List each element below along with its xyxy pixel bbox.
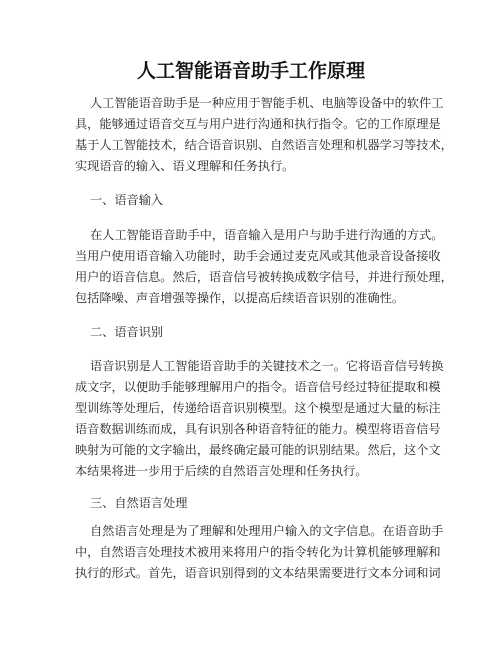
paragraph-line: 成文字，以便助手能够理解用户的指令。语音信号经过特征提取和模 bbox=[75, 380, 441, 394]
paragraph-line: 执行的形式。首先，语音识别得到的文本结果需要进行文本分词和词 bbox=[75, 566, 441, 580]
intro-line: 具，能够通过语音交互与用户进行沟通和执行指令。它的工作原理是 bbox=[75, 117, 441, 131]
paragraph-line: 在人工智能语音助手中，语音输入是用户与助手进行沟通的方式。 bbox=[90, 228, 444, 242]
paragraph-line: 型训练等处理后，传递给语音识别模型。这个模型是通过大量的标注 bbox=[75, 401, 441, 415]
intro-line: 基于人工智能技术，结合语音识别、自然语言处理和机器学习等技术， bbox=[75, 138, 453, 152]
section-heading-speech-recognition: 二、语音识别 bbox=[90, 325, 164, 339]
paragraph-line: 当用户使用语音输入功能时，助手会通过麦克风或其他录音设备接收 bbox=[75, 249, 441, 263]
intro-paragraph bbox=[75, 93, 453, 177]
intro-line: 实现语音的输入、语义理解和任务执行。 bbox=[75, 159, 295, 173]
section-paragraph-voice-input bbox=[75, 225, 453, 309]
paragraph-line: 语音识别是人工智能语音助手的关键技术之一。它将语音信号转换 bbox=[90, 359, 444, 373]
section-heading-voice-input: 一、语音输入 bbox=[90, 193, 164, 207]
paragraph-line: 映射为可能的文字输出，最终确定最可能的识别结果。然后，这个文 bbox=[75, 443, 441, 457]
paragraph-line: 自然语言处理是为了理解和处理用户输入的文字信息。在语音助手 bbox=[90, 524, 444, 538]
document-title: 人工智能语音助手工作原理 bbox=[136, 60, 365, 82]
section-paragraph-speech-recognition bbox=[75, 356, 445, 482]
paragraph-line: 本结果将进一步用于后续的自然语言处理和任务执行。 bbox=[75, 464, 368, 478]
paragraph-line: 中，自然语言处理技术被用来将用户的指令转化为计算机能够理解和 bbox=[75, 545, 441, 559]
paragraph-line: 语音数据训练而成，具有识别各种语音特征的能力。模型将语音信号 bbox=[75, 422, 441, 436]
intro-line: 人工智能语音助手是一种应用于智能手机、电脑等设备中的软件工 bbox=[90, 96, 444, 110]
section-paragraph-nlp bbox=[75, 521, 445, 584]
section-heading-nlp: 三、自然语言处理 bbox=[90, 496, 188, 510]
paragraph-line: 用户的语音信息。然后，语音信号被转换成数字信号，并进行预处理， bbox=[75, 270, 453, 284]
paragraph-line: 包括降噪、声音增强等操作，以提高后续语音识别的准确性。 bbox=[75, 291, 405, 305]
